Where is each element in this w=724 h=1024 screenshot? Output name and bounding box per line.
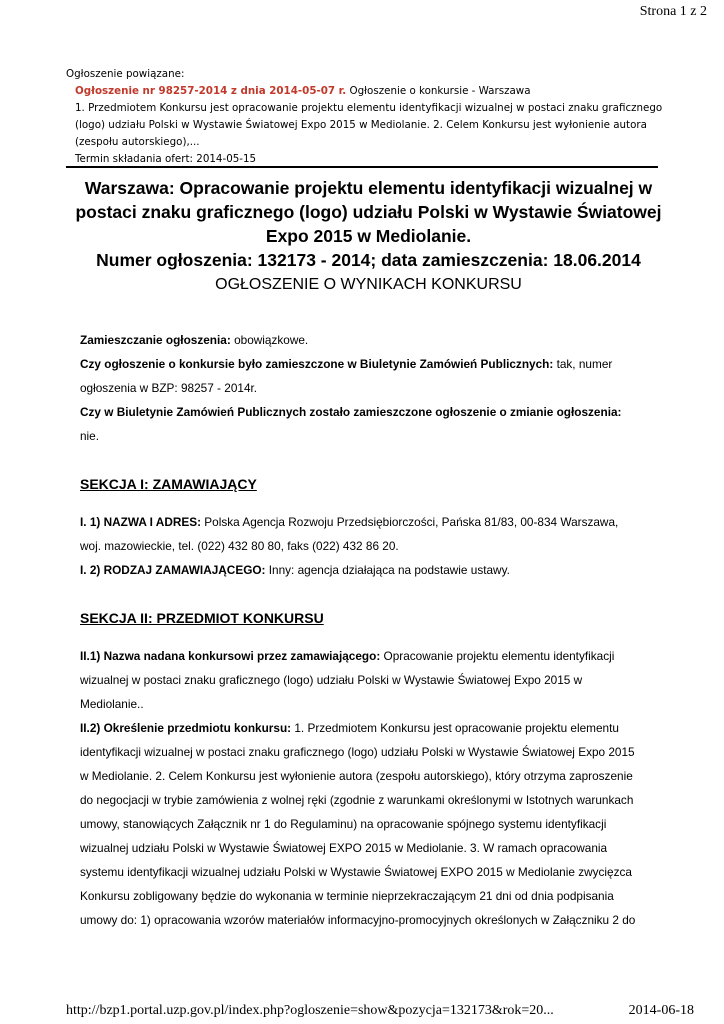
- related-body: [75, 83, 666, 168]
- field-value: umowy, stanowiących Załącznik nr 1 do Regulaminu) na opracowanie spójnego systemu identyfikacji: [80, 817, 607, 831]
- related-summary-line: (logo) udziału Polski w Wystawie Światowej Expo 2015 w Mediolanie. 2. Celem Konkursu jest wyłonienie autora: [75, 119, 647, 131]
- field-value: wizualnej w postaci znaku graficznego (logo) udziału Polski w Wystawie Światowej Expo 2015 w: [80, 673, 583, 687]
- title-line: postaci znaku graficznego (logo) udziału Polski w Wystawie Światowej: [75, 202, 662, 222]
- field-label: II.1) Nazwa nadana konkursowi przez zamawiającego:: [80, 649, 381, 663]
- field-label: I. 2) RODZAJ ZAMAWIAJĄCEGO:: [80, 563, 266, 577]
- field-label: Czy ogłoszenie o konkursie było zamieszczone w Biuletynie Zamówień Publicznych:: [80, 357, 554, 371]
- divider: [66, 166, 658, 168]
- field-value: systemu identyfikacji wizualnej udziału Polski w Wystawie Światowej EXPO 2015 w Mediolanie zwycięzca: [80, 865, 632, 879]
- footer-date: 2014-06-18: [628, 1003, 694, 1018]
- field-value: 1. Przedmiotem Konkursu jest opracowanie projektu elementu: [291, 721, 619, 735]
- section2-block: [80, 644, 660, 932]
- field-value: identyfikacji wizualnej w postaci znaku graficznego (logo) udziału Polski w Wystawie Światowej Expo 2015: [80, 745, 635, 759]
- field-value: Polska Agencja Rozwoju Przedsiębiorczości, Pańska 81/83, 00-834 Warszawa,: [201, 515, 619, 529]
- field-value: wizualnej udziału Polski w Wystawie Światowej EXPO 2015 w Mediolanie. 3. W ramach opracowania: [80, 841, 608, 855]
- field-value: Opracowanie projektu elementu identyfikacji: [380, 649, 615, 663]
- notice-number-line: Numer ogłoszenia: 132173 - 2014; data zamieszczenia: 18.06.2014: [96, 250, 641, 270]
- intro-block: [80, 328, 660, 448]
- field-value: Inny: agencja działająca na podstawie ustawy.: [265, 563, 510, 577]
- field-value: ogłoszenia w BZP: 98257 - 2014r.: [80, 381, 258, 395]
- field-value: do negocjacji w trybie zamówienia z wolnej ręki (zgodnie z warunkami określonymi w Istotnych warunkach: [80, 793, 634, 807]
- field-value: Konkursu zobligowany będzie do wykonania w terminie nieprzekraczającym 21 dni od dnia podpisania: [80, 889, 614, 903]
- related-title: Ogłoszenie powiązane:: [66, 68, 185, 80]
- section1-block: [80, 510, 660, 582]
- field-label: Zamieszczanie ogłoszenia:: [80, 333, 231, 347]
- page-number: Strona 1 z 2: [639, 4, 707, 19]
- related-notice-link[interactable]: Ogłoszenie nr 98257-2014 z dnia 2014-05-07 r.: [75, 85, 347, 97]
- section-heading-1: SEKCJA I: ZAMAWIAJĄCY: [80, 476, 257, 492]
- field-value: w Mediolanie. 2. Celem Konkursu jest wyłonienie autora (zespołu autorskiego), który otrzyma zaproszenie: [80, 769, 633, 783]
- title-line: Warszawa: Opracowanie projektu elementu identyfikacji wizualnej w: [84, 178, 653, 198]
- related-deadline: Termin składania ofert: 2014-05-15: [75, 153, 257, 165]
- field-value: Mediolanie..: [80, 697, 144, 711]
- field-value: obowiązkowe.: [230, 333, 309, 347]
- related-link-suffix: Ogłoszenie o konkursie - Warszawa: [346, 85, 531, 97]
- related-notice: [66, 66, 666, 168]
- field-value: woj. mazowieckie, tel. (022) 432 80 80, faks (022) 432 86 20.: [80, 539, 399, 553]
- field-value: tak, numer: [553, 357, 613, 371]
- field-label: Czy w Biuletynie Zamówień Publicznych zostało zamieszczone ogłoszenie o zmianie ogłoszenia:: [80, 405, 622, 419]
- page-title: [66, 176, 671, 297]
- field-label: I. 1) NAZWA I ADRES:: [80, 515, 202, 529]
- section-heading-2: SEKCJA II: PRZEDMIOT KONKURSU: [80, 610, 324, 626]
- notice-type: OGŁOSZENIE O WYNIKACH KONKURSU: [215, 276, 522, 293]
- footer-url: http://bzp1.portal.uzp.gov.pl/index.php?ogloszenie=show&pozycja=132173&rok=20...: [66, 1003, 554, 1018]
- field-value: nie.: [80, 429, 100, 443]
- related-summary-line: 1. Przedmiotem Konkursu jest opracowanie projektu elementu identyfikacji wizualnej w postaci znaku graficznego: [75, 102, 663, 114]
- title-line: Expo 2015 w Mediolanie.: [265, 226, 472, 246]
- field-value: umowy do: 1) opracowania wzorów materiałów informacyjno-promocyjnych określonych w Załączniku 2 do: [80, 913, 636, 927]
- related-summary-line: (zespołu autorskiego),...: [75, 136, 200, 148]
- field-label: II.2) Określenie przedmiotu konkursu:: [80, 721, 292, 735]
